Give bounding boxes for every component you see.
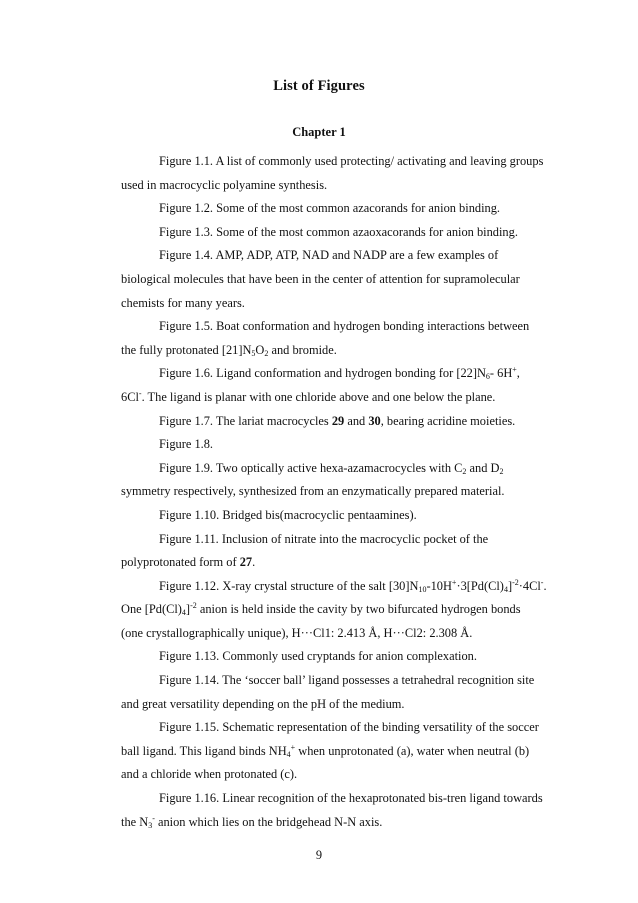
text-run: Figure 1.9. Two optically active hexa-azamacrocycles with C — [159, 460, 463, 475]
text-run: used in macrocyclic polyamine synthesis. — [121, 177, 328, 192]
figure-list-line — [121, 410, 566, 434]
text-run: the fully protonated [21]N — [121, 342, 252, 357]
figure-list-line — [121, 386, 566, 410]
figure-list-line — [121, 669, 566, 693]
text-run: Figure 1.4. AMP, ADP, ATP, NAD and NADP are a few examples of — [159, 248, 499, 263]
text-run: and great versatility depending on the pH of the medium. — [121, 696, 405, 711]
text-run: Figure 1.3. Some of the most common azaoxacorands for anion binding. — [159, 224, 518, 239]
figure-list-line — [121, 480, 566, 504]
text-run: anion which lies on the bridgehead N-N axis. — [154, 814, 383, 829]
subscript: 4 — [181, 608, 186, 618]
superscript: + — [290, 742, 296, 752]
text-run: and — [344, 413, 369, 428]
text-run: (one crystallographically unique), H···Cl1: 2.413 Å, H···Cl2: 2.308 Å. — [121, 625, 473, 640]
superscript: -2 — [512, 577, 519, 587]
chapter-heading: Chapter 1 — [292, 125, 346, 139]
superscript: -2 — [190, 601, 197, 611]
text-run: Figure 1.13. Commonly used cryptands for anion complexation. — [159, 649, 477, 664]
page-number: 9 — [315, 848, 323, 862]
subscript: 2 — [264, 348, 269, 358]
figure-list-line — [121, 150, 566, 174]
subscript: 4 — [286, 749, 291, 759]
figure-list-line — [121, 740, 566, 764]
text-run: ·4Cl — [518, 578, 541, 593]
text-run: ball ligand. This ligand binds NH — [121, 743, 287, 758]
figure-list-line — [121, 716, 566, 740]
figure-list-line — [121, 339, 566, 363]
text-run: the N — [121, 814, 149, 829]
figure-list-line — [121, 622, 566, 646]
superscript: + — [451, 577, 457, 587]
bold-compound-number: 29 — [331, 413, 345, 428]
text-run: Figure 1.15. Schematic representation of the binding versatility of the soccer — [159, 720, 539, 735]
text-run: . The ligand is planar with one chloride above and one below the plane. — [141, 389, 496, 404]
figure-list-line — [121, 575, 566, 599]
subscript: 4 — [503, 584, 508, 594]
text-run: O — [255, 342, 265, 357]
text-run: One [Pd(Cl) — [121, 602, 182, 617]
text-run: Figure 1.2. Some of the most common azacorands for anion binding. — [159, 201, 501, 216]
page-title: List of Figures — [273, 78, 365, 94]
figure-list-line — [121, 811, 566, 835]
text-run: polyprotonated form of — [121, 555, 240, 570]
text-run: Figure 1.10. Bridged bis(macrocyclic pentaamines). — [159, 507, 417, 522]
superscript: - — [138, 388, 142, 398]
text-run: ] — [185, 602, 191, 617]
text-run: -10H — [426, 578, 452, 593]
text-run: Figure 1.16. Linear recognition of the hexaprotonated bis-tren ligand towards — [159, 791, 543, 806]
text-run: Figure 1.8. — [159, 437, 214, 452]
figure-list-line — [121, 315, 566, 339]
figure-list-line — [121, 174, 566, 198]
text-run: when unprotonated (a), water when neutral (b) — [295, 743, 530, 758]
text-run: . — [543, 578, 547, 593]
figure-list — [121, 150, 566, 834]
text-run: . — [252, 555, 256, 570]
text-run: Figure 1.14. The ‘soccer ball’ ligand possesses a tetrahedral recognition site — [159, 673, 535, 688]
bold-compound-number: 27 — [239, 555, 253, 570]
figure-list-line — [121, 645, 566, 669]
text-run: ·3[Pd(Cl) — [456, 578, 504, 593]
figure-list-line — [121, 197, 566, 221]
figure-list-line — [121, 693, 566, 717]
figure-list-line — [121, 433, 566, 457]
text-run: Figure 1.12. X-ray crystal structure of the salt [30]N — [159, 578, 419, 593]
superscript: - — [152, 813, 155, 823]
text-run: chemists for many years. — [121, 295, 245, 310]
figure-list-line — [121, 763, 566, 787]
text-run: 6Cl — [121, 389, 139, 404]
text-run: Figure 1.1. A list of commonly used protecting/ activating and leaving groups — [159, 154, 544, 168]
figure-list-line — [121, 528, 566, 552]
figure-list-line — [121, 221, 566, 245]
text-run: Figure 1.7. The lariat macrocycles — [159, 413, 332, 428]
text-run: symmetry respectively, synthesized from an enzymatically prepared material. — [121, 484, 505, 499]
figure-list-line — [121, 598, 566, 622]
text-run: and D — [466, 460, 500, 475]
figure-list-line — [121, 362, 566, 386]
text-run: and a chloride when protonated (c). — [121, 767, 298, 782]
figure-list-line — [121, 457, 566, 481]
figure-list-line — [121, 551, 566, 575]
superscript: - — [540, 577, 544, 587]
text-run: - 6H — [489, 366, 513, 381]
text-run: and bromide. — [268, 342, 337, 357]
bold-compound-number: 30 — [368, 413, 381, 428]
text-run: Figure 1.5. Boat conformation and hydrogen bonding interactions between — [159, 319, 530, 334]
text-run: , — [516, 366, 520, 381]
superscript: + — [512, 365, 517, 375]
figure-list-line — [121, 292, 566, 316]
text-run: Figure 1.6. Ligand conformation and hydrogen bonding for [22]N — [159, 366, 486, 381]
figure-list-line — [121, 244, 566, 268]
subscript: 5 — [251, 348, 256, 358]
text-run: Figure 1.11. Inclusion of nitrate into the macrocyclic pocket of the — [159, 531, 489, 546]
subscript: 3 — [148, 820, 153, 830]
text-run: biological molecules that have been in the center of attention for supramolecular — [121, 271, 520, 286]
subscript: 2 — [462, 466, 467, 476]
text-run: ] — [507, 578, 513, 593]
text-run: , bearing acridine moieties. — [380, 413, 516, 428]
text-run: anion is held inside the cavity by two bifurcated hydrogen bonds — [196, 602, 521, 617]
figure-list-line — [121, 504, 566, 528]
figure-list-line — [121, 268, 566, 292]
figure-list-line — [121, 787, 566, 811]
subscript: 2 — [499, 466, 504, 476]
subscript: 10 — [418, 584, 427, 594]
subscript: 6 — [485, 372, 490, 382]
